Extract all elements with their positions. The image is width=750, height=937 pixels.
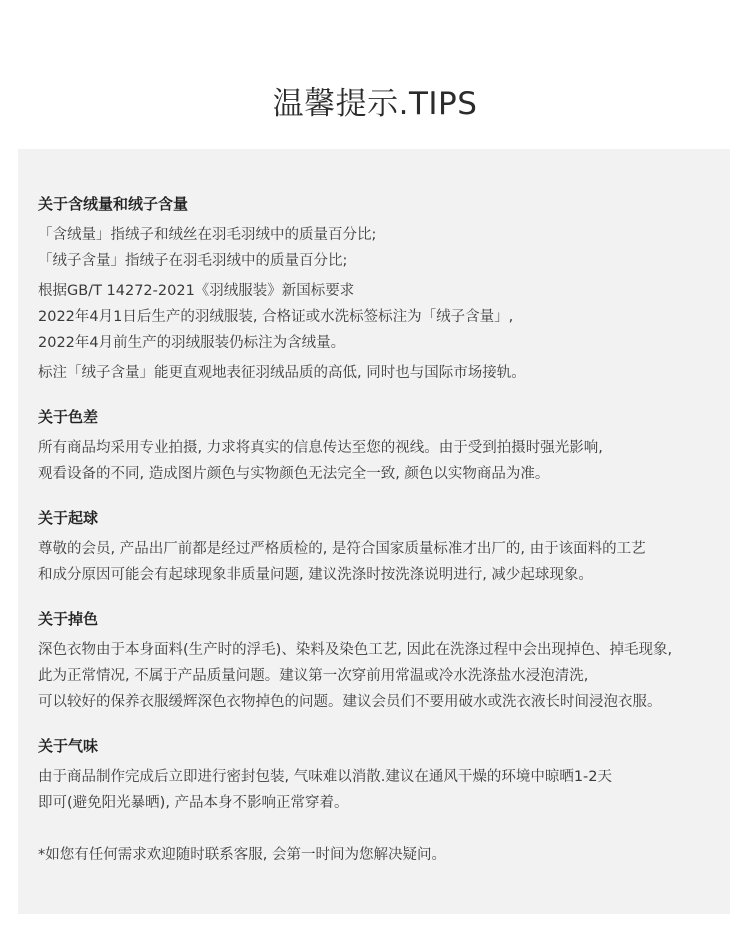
text-line: 2022年4月1日后生产的羽绒服装, 合格证或水洗标签标注为「绒子含量」, [38,309,514,325]
text-line: 「含绒量」指绒子和绒丝在羽毛羽绒中的质量百分比; [38,227,377,243]
footnote: *如您有任何需求欢迎随时联系客服, 会第一时间为您解决疑问。 [38,847,446,863]
text-line: 标注「绒子含量」能更直观地表征羽绒品质的高低, 同时也与国际市场接轨。 [38,365,526,381]
section-heading: 关于色差 [38,408,99,426]
paragraph [38,637,730,715]
section-heading: 关于起球 [38,509,99,527]
paragraph [38,278,730,356]
paragraph [38,536,730,588]
text-line: 深色衣物由于本身面料(生产时的浮毛)、染料及染色工艺, 因此在洗涤过程中会出现掉色、掉毛现象, [38,642,673,658]
text-line: 此为正常情况, 不属于产品质量问题。建议第一次穿前用常温或冷水洗涤盐水浸泡清洗, [38,668,589,684]
section-color-difference [38,404,730,487]
text-line: 可以较好的保养衣服缓辉深色衣物掉色的问题。建议会员们不要用破水或洗衣液长时间浸泡衣服。 [38,694,662,710]
section-heading: 关于掉色 [38,610,99,628]
text-line: 观看设备的不同, 造成图片颜色与实物颜色无法完全一致, 颜色以实物商品为准。 [38,466,550,482]
text-line: 和成分原因可能会有起球现象非质量问题, 建议洗涤时按洗涤说明进行, 减少起球现象。 [38,567,593,583]
tips-panel [18,149,730,914]
section-pilling [38,505,730,588]
section-fading [38,606,730,715]
paragraph [38,764,730,816]
text-line: 2022年4月前生产的羽绒服装仍标注为含绒量。 [38,335,346,351]
text-line: 所有商品均采用专业拍摄, 力求将真实的信息传达至您的视线。由于受到拍摄时强光影响, [38,440,603,456]
text-line: 尊敬的会员, 产品出厂前都是经过严格质检的, 是符合国家质量标准才出厂的, 由于该面料的工艺 [38,541,646,557]
text-line: 由于商品制作完成后立即进行密封包装, 气味难以消散.建议在通风干燥的环境中晾晒1-2天 [38,769,613,785]
paragraph [38,435,730,487]
text-line: 即可(避免阳光暴晒), 产品本身不影响正常穿着。 [38,795,349,811]
section-odor [38,733,730,816]
paragraph [38,360,730,386]
section-down-content [38,191,730,386]
text-line: 根据GB/T 14272-2021《羽绒服装》新国标要求 [38,283,355,299]
section-heading: 关于气味 [38,737,99,755]
section-heading: 关于含绒量和绒子含量 [38,195,189,213]
paragraph [38,222,730,274]
page-title: 温馨提示.TIPS [272,86,478,122]
text-line: 「绒子含量」指绒子在羽毛羽绒中的质量百分比; [38,253,348,269]
